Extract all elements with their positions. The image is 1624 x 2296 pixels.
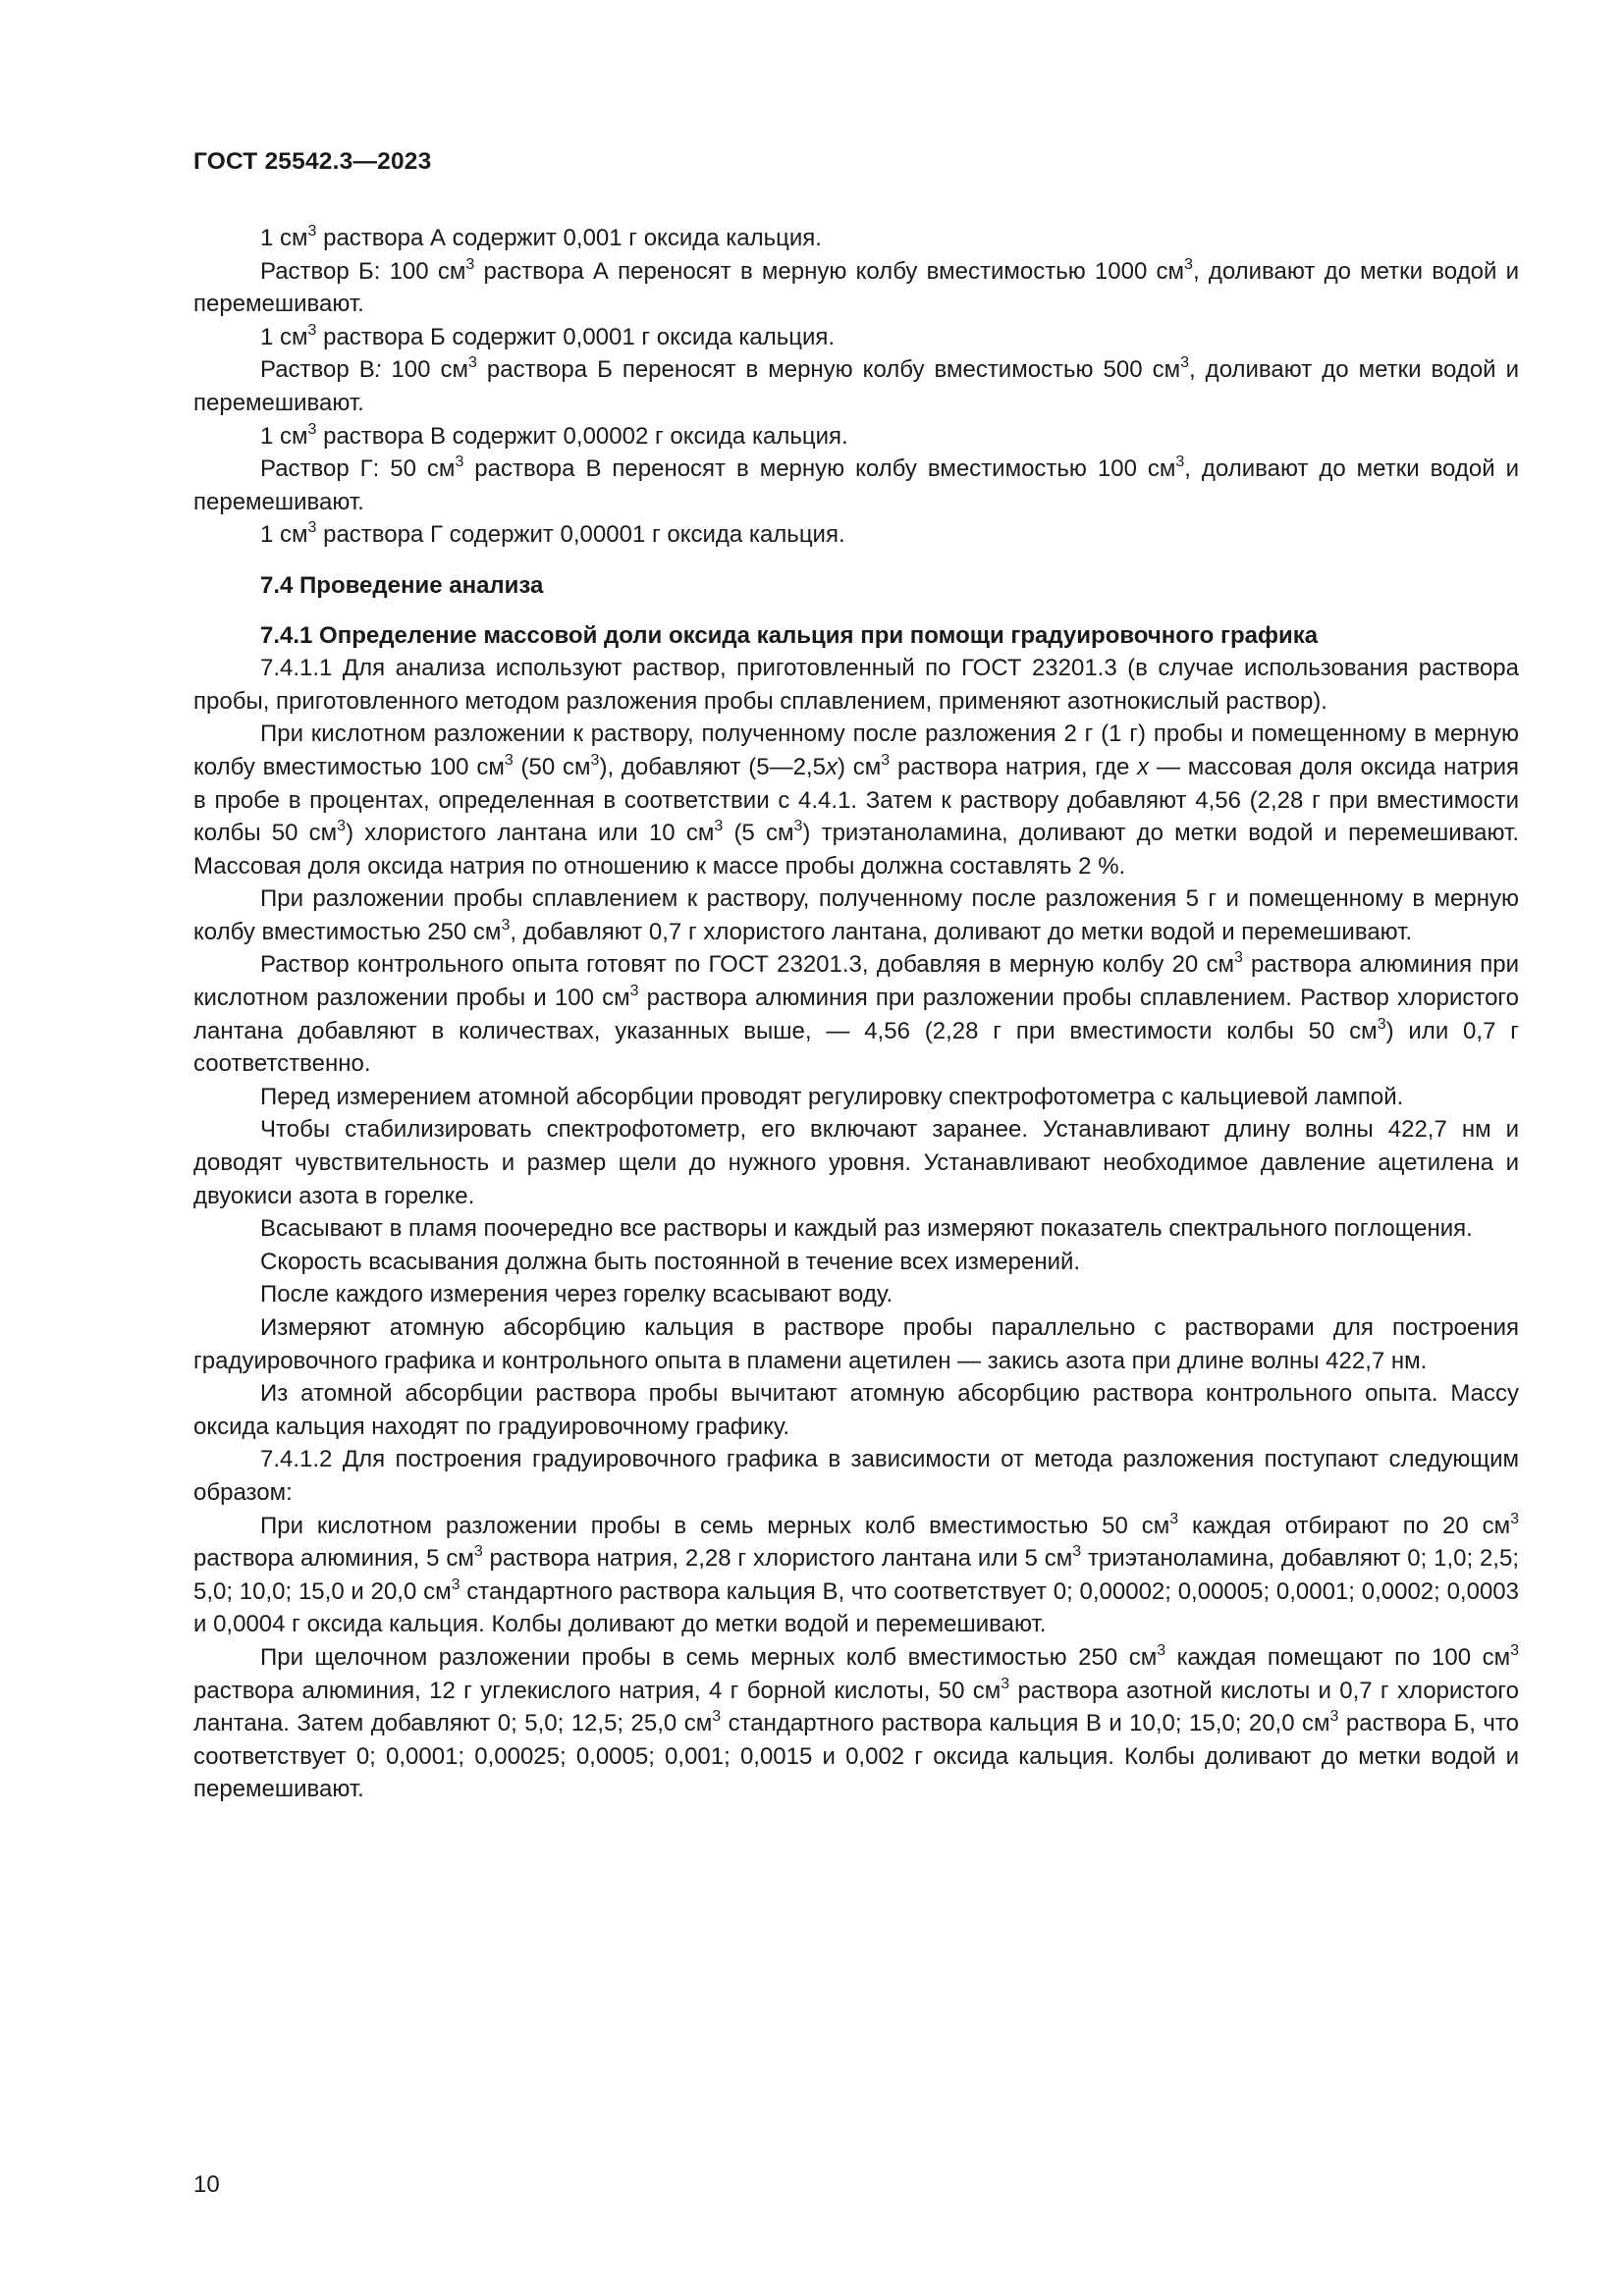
paragraph: При кислотном разложении к раствору, полученному после разложения 2 г (1 г) пробы и помещенному в мерную колбу вместимостью 100 $см^3$ (50 $см^3$), добавляют (5—2,5x) $см^3$ раствора натрия, где x — массовая доля оксида натрия в пробе в процентах, определенная в соответствии с 4.4.1. Затем к раствору добавляют 4,56 (2,28 г при вместимости колбы 50 $см^3$) хлористого лантана или 10 $см^3$ (5 $см^3$) триэтаноламина, доливают до метки водой и перемешивают. Массовая доля оксида натрия по отношению к массе пробы должна составлять 2 %. bbox=[193, 721, 1519, 880]
paragraph: 1 $см^3$ раствора Б содержит 0,0001 г оксида кальция. bbox=[260, 321, 836, 350]
document-header: ГОСТ 25542.3—2023 bbox=[193, 148, 432, 175]
paragraph: Измеряют атомную абсорбцию кальция в растворе пробы параллельно с растворами для построения градуировочного графика и контрольного опыта в пламени ацетилен — закись азота при длине волны 422,7 нм. bbox=[193, 1314, 1519, 1374]
paragraph: Чтобы стабилизировать спектрофотометр, его включают заранее. Устанавливают длину волны 422,7 нм и доводят чувствительность и размер щели до нужного уровня. Устанавливают необходимое давление ацетилена и двуокиси азота в горелке. bbox=[193, 1116, 1519, 1209]
paragraph: При разложении пробы сплавлением к раствору, полученному после разложения 5 г и помещенному в мерную колбу вместимостью 250 $см^3$, добавляют 0,7 г хлористого лантана, доливают до метки водой и перемешивают. bbox=[193, 885, 1519, 945]
paragraph: Всасывают в пламя поочередно все растворы и каждый раз измеряют показатель спектрального поглощения. bbox=[260, 1215, 1473, 1243]
paragraph: Раствор Б: 100 $см^3$ раствора А переносят в мерную колбу вместимостью 1000 $см^3$, доливают до метки водой и перемешивают. bbox=[193, 255, 1519, 318]
paragraph: Раствор Г: 50 $см^3$ раствора В переносят в мерную колбу вместимостью 100 $см^3$, доливают до метки водой и перемешивают. bbox=[193, 454, 1519, 515]
paragraph: При кислотном разложении пробы в семь мерных колб вместимостью 50 $см^3$ каждая отбирают по 20 $см^3$ раствора алюминия, 5 $см^3$ раствора натрия, 2,28 г хлористого лантана или 5 $см^3$ триэтаноламина, добавляют 0; 1,0; 2,5; 5,0; 10,0; 15,0 и 20,0 $см^3$ стандартного раствора кальция В, что соответствует 0; 0,00002; 0,00005; 0,0001; 0,0002; 0,0003 и 0,0004 г оксида кальция. Колбы доливают до метки водой и перемешивают. bbox=[193, 1510, 1519, 1638]
paragraph: Скорость всасывания должна быть постоянной в течение всех измерений. bbox=[260, 1248, 1081, 1275]
paragraph: Из атомной абсорбции раствора пробы вычитают атомную абсорбцию раствора контрольного опыта. Массу оксида кальция находят по градуировочному графику. bbox=[193, 1380, 1519, 1440]
paragraph: 1 $см^3$ раствора В содержит 0,00002 г оксида кальция. bbox=[260, 420, 848, 450]
paragraph: Раствор контрольного опыта готовят по ГОСТ 23201.3, добавляя в мерную колбу 20 $см^3$ раствора алюминия при кислотном разложении пробы и 100 $см^3$ раствора алюминия при разложении пробы сплавлением. Раствор хлористого лантана добавляют в количествах, указанных выше, — 4,56 (2,28 г при вместимости колбы 50 $см^3$) или 0,7 г соответственно. bbox=[193, 949, 1520, 1078]
paragraph: 1 $см^3$ раствора А содержит 0,001 г оксида кальция. bbox=[260, 223, 822, 251]
paragraph: 1 $см^3$ раствора Г содержит 0,00001 г оксида кальция. bbox=[260, 519, 845, 549]
section-heading: 7.4 Проведение анализа bbox=[260, 571, 544, 599]
paragraph: 7.4.1.2 Для построения градуировочного графика в зависимости от метода разложения поступают следующим образом: bbox=[193, 1446, 1519, 1506]
subsection-heading: 7.4.1 Определение массовой доли оксида кальция при помощи градуировочного графика bbox=[260, 621, 1319, 649]
paragraph: После каждого измерения через горелку всасывают воду. bbox=[260, 1281, 893, 1308]
paragraph: При щелочном разложении пробы в семь мерных колб вместимостью 250 $см^3$ каждая помещают по 100 $см^3$ раствора алюминия, 12 г углекислого натрия, 4 г борной кислоты, 50 $см^3$ раствора азотной кислоты и 0,7 г хлористого лантана. Затем добавляют 0; 5,0; 12,5; 25,0 $см^3$ стандартного раствора кальция В и 10,0; 15,0; 20,0 $см^3$ раствора Б, что соответствует 0; 0,0001; 0,00025; 0,0005; 0,001; 0,0015 и 0,002 г оксида кальция. Колбы доливают до метки водой и перемешивают. bbox=[193, 1641, 1520, 1803]
paragraph: Раствор В: 100 $см^3$ раствора Б переносят в мерную колбу вместимостью 500 $см^3$, доливают до метки водой и перемешивают. bbox=[193, 354, 1519, 416]
paragraph: 7.4.1.1 Для анализа используют раствор, приготовленный по ГОСТ 23201.3 (в случае использования раствора пробы, приготовленного методом разложения пробы сплавлением, применяют азотнокислый раствор). bbox=[193, 655, 1519, 715]
paragraph: Перед измерением атомной абсорбции проводят регулировку спектрофотометра с кальциевой лампой. bbox=[260, 1083, 1404, 1110]
page-number: 10 bbox=[193, 2171, 220, 2198]
document-body bbox=[193, 222, 1519, 1806]
